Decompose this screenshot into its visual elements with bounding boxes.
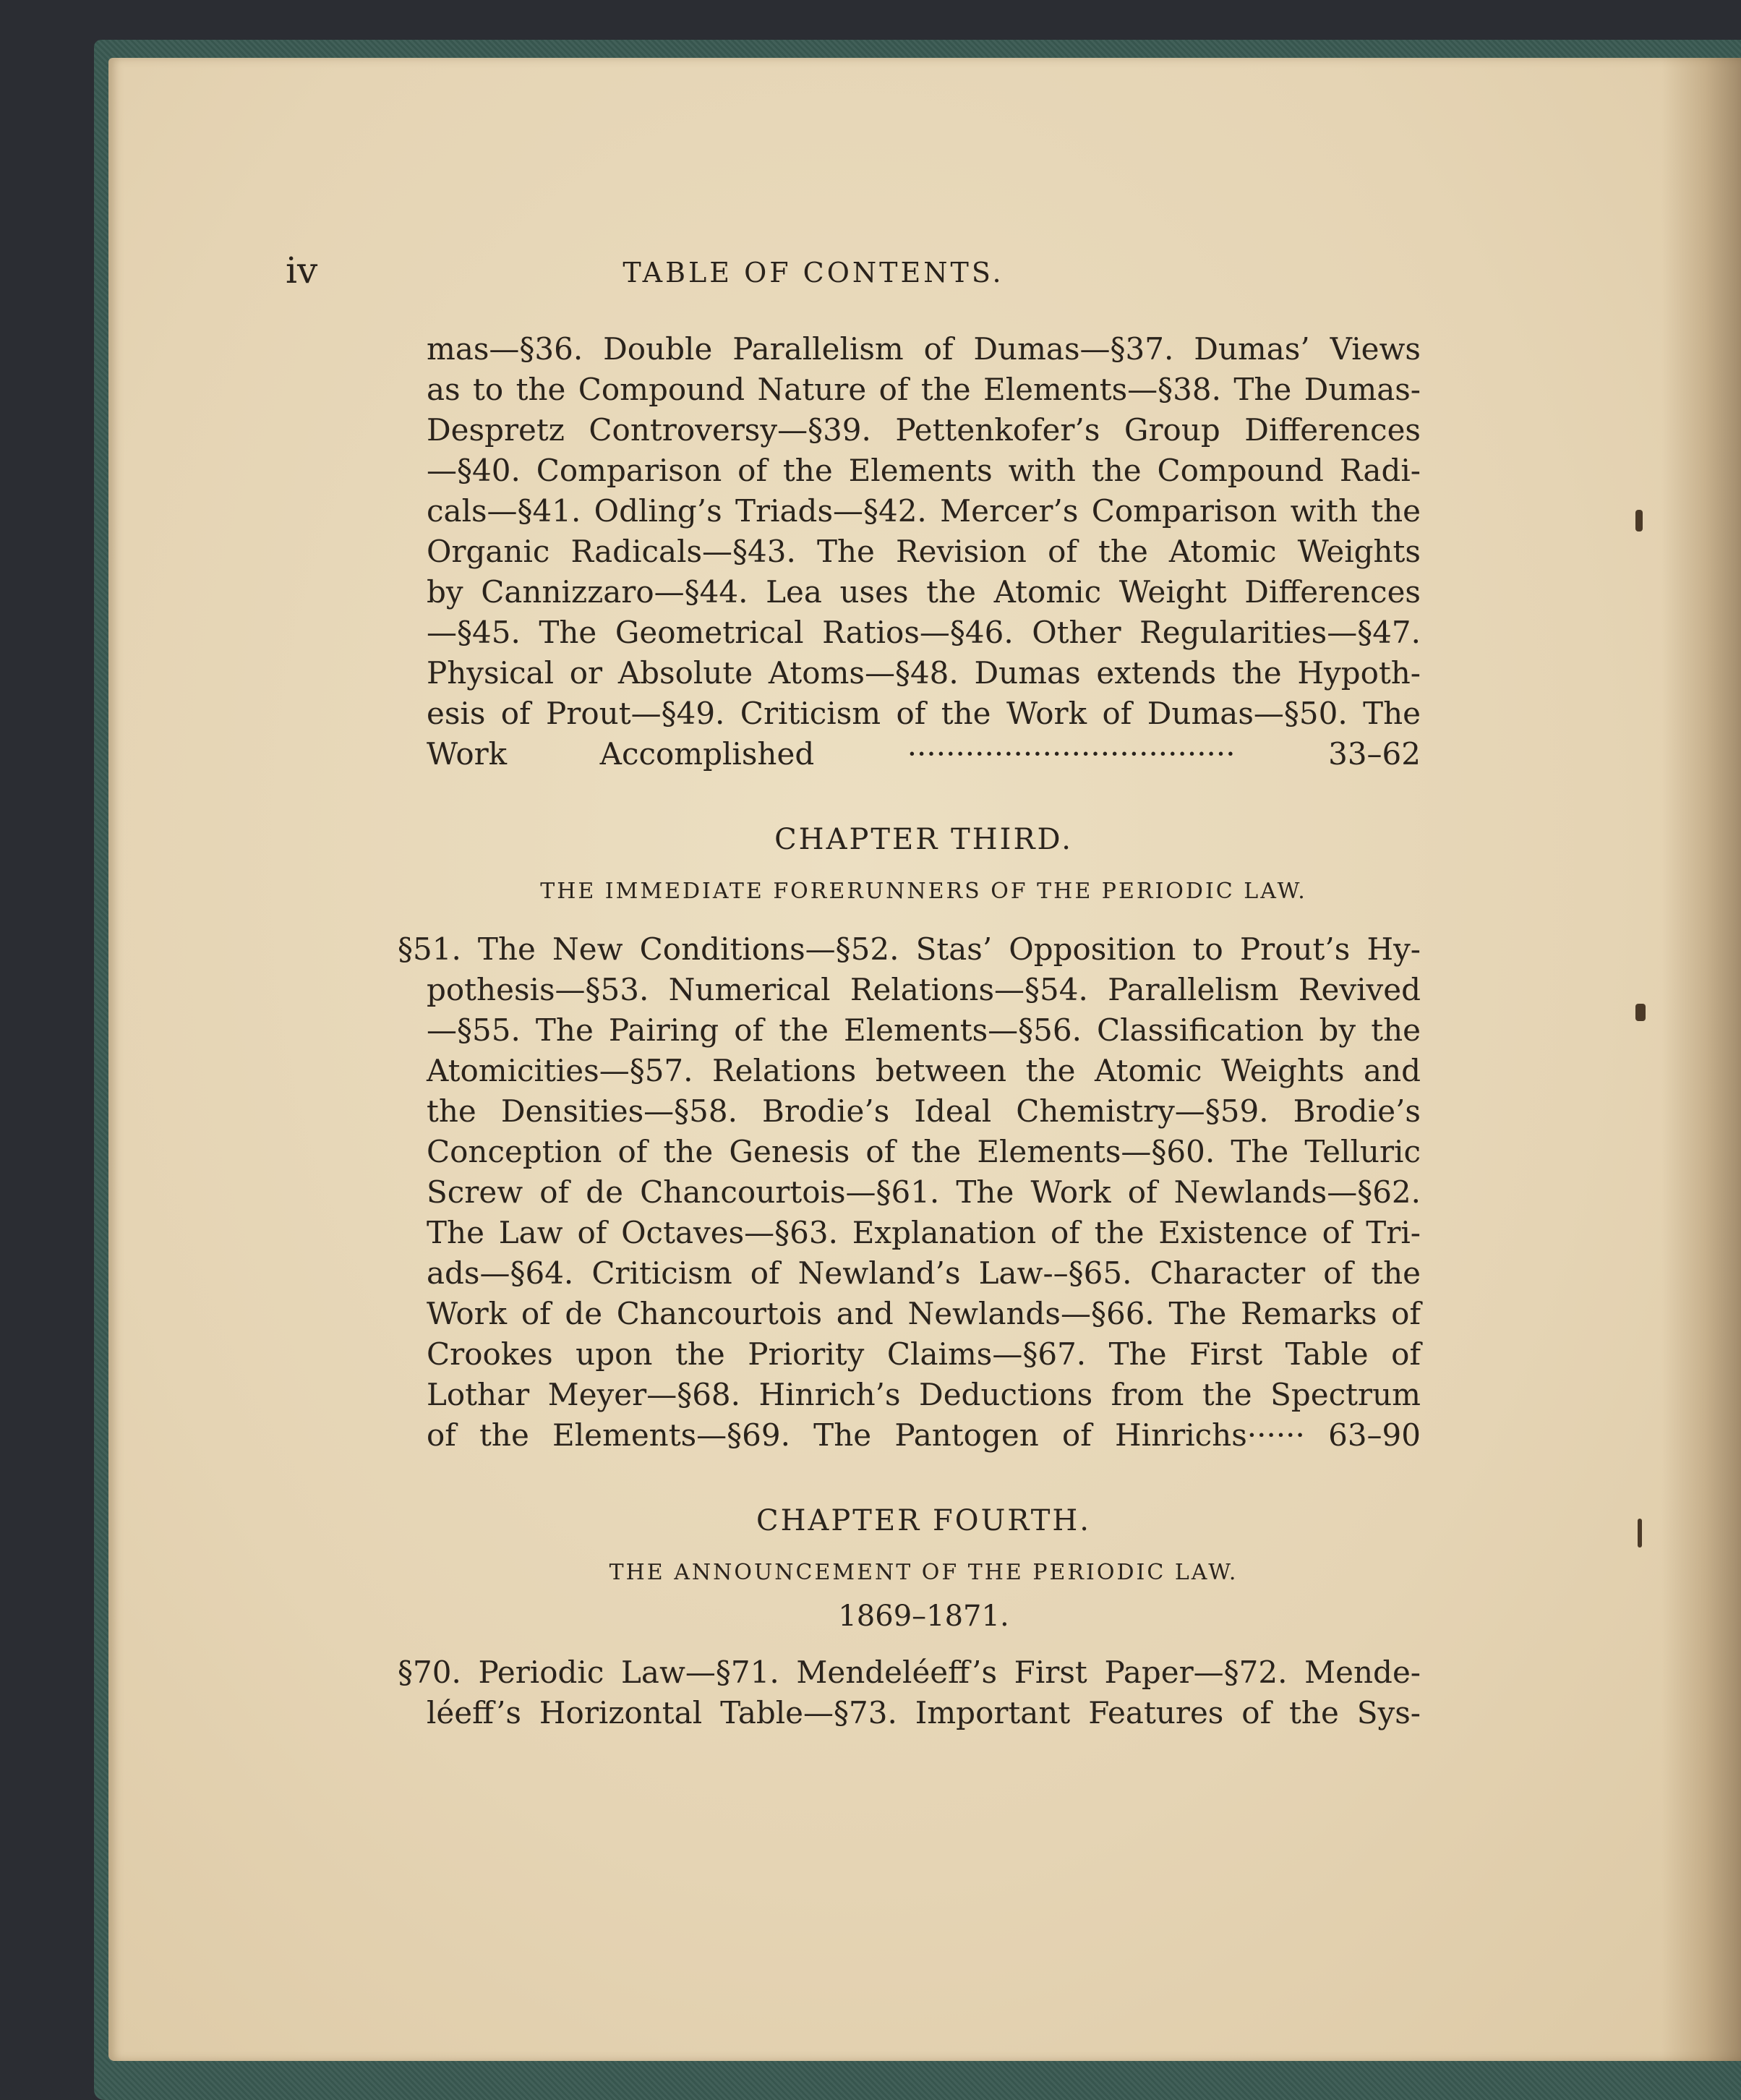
text-line: Organic Radicals—§43. The Revision of the Atomic Weights [427, 534, 1421, 569]
chapter-fourth-subtitle: THE ANNOUNCEMENT OF THE PERIODIC LAW. [609, 1560, 1239, 1585]
text-line: Physical or Absolute Atoms—§48. Dumas extends the Hypoth- [427, 655, 1421, 691]
text-line: §70. Periodic Law—§71. Mendeléeff’s First Paper—§72. Mende- [398, 1655, 1421, 1690]
entry-last-line: Work Accomplished ·································· 33–62 [427, 736, 1421, 772]
page-gutter-shadow [1661, 58, 1741, 2061]
text-line: as to the Compound Nature of the Elements—§38. The Dumas- [427, 372, 1421, 407]
text-line: Screw of de Chancourtois—§61. The Work of Newlands—§62. [427, 1174, 1421, 1210]
chapter-third-entry [398, 929, 1421, 1456]
chapter-third-subtitle: THE IMMEDIATE FORERUNNERS OF THE PERIODIC LAW. [540, 879, 1307, 904]
text-line: Atomicities—§57. Relations between the Atomic Weights and [427, 1053, 1421, 1088]
entry-last-text: of the Elements—§69. The Pantogen of Hinrichs [427, 1417, 1247, 1453]
page-edge-mark [1635, 1004, 1646, 1021]
text-line: pothesis—§53. Numerical Relations—§54. Parallelism Revived [427, 972, 1421, 1007]
chapter-third-heading: CHAPTER THIRD. [774, 823, 1073, 856]
page-edge-mark [1635, 510, 1643, 532]
running-title: TABLE OF CONTENTS. [623, 257, 1004, 289]
text-line: Lothar Meyer—§68. Hinrich’s Deductions from the Spectrum [427, 1377, 1421, 1412]
text-line: the Densities—§58. Brodie’s Ideal Chemistry—§59. Brodie’s [427, 1093, 1421, 1129]
page-number: iv [286, 249, 318, 291]
text-line: Conception of the Genesis of the Elements—§60. The Telluric [427, 1134, 1421, 1169]
entry-last-line: of the Elements—§69. The Pantogen of Hinrichs······ 63–90 [427, 1417, 1421, 1453]
chapter-fourth-heading: CHAPTER FOURTH. [756, 1504, 1091, 1537]
text-line: ads—§64. Criticism of Newland’s Law-–§65. Character of the [427, 1255, 1421, 1291]
text-line: —§40. Comparison of the Elements with the Compound Radi- [427, 453, 1421, 488]
text-line: Despretz Controversy—§39. Pettenkofer’s Group Differences [427, 412, 1421, 448]
text-line: The Law of Octaves—§63. Explanation of the Existence of Tri- [427, 1215, 1421, 1250]
text-line: mas—§36. Double Parallelism of Dumas—§37. Dumas’ Views [427, 331, 1421, 367]
text-line: léeff’s Horizontal Table—§73. Important Features of the Sys- [427, 1695, 1421, 1730]
entry-last-text: Work Accomplished [427, 736, 815, 772]
text-line: Crookes upon the Priority Claims—§67. The First Table of [427, 1336, 1421, 1372]
text-line: cals—§41. Odling’s Triads—§42. Mercer’s Comparison with the [427, 493, 1421, 529]
text-line: §51. The New Conditions—§52. Stas’ Opposition to Prout’s Hy- [398, 931, 1421, 967]
running-header [286, 249, 1341, 300]
text-line: —§45. The Geometrical Ratios—§46. Other Regularities—§47. [427, 615, 1421, 650]
text-line: esis of Prout—§49. Criticism of the Work of Dumas—§50. The [427, 696, 1421, 731]
page-range: 63–90 [1328, 1417, 1421, 1453]
text-line: —§55. The Pairing of the Elements—§56. Classification by the [427, 1012, 1421, 1048]
continued-entry [427, 329, 1421, 774]
text-line: by Cannizzaro—§44. Lea uses the Atomic Weight Differences [427, 574, 1421, 610]
contents-body [398, 329, 1421, 1733]
page-range: 33–62 [1328, 736, 1421, 772]
text-line: Work of de Chancourtois and Newlands—§66. The Remarks of [427, 1296, 1421, 1331]
page-edge-mark [1638, 1519, 1642, 1548]
chapter-fourth-entry [398, 1652, 1421, 1733]
chapter-fourth-years: 1869–1871. [838, 1600, 1009, 1633]
